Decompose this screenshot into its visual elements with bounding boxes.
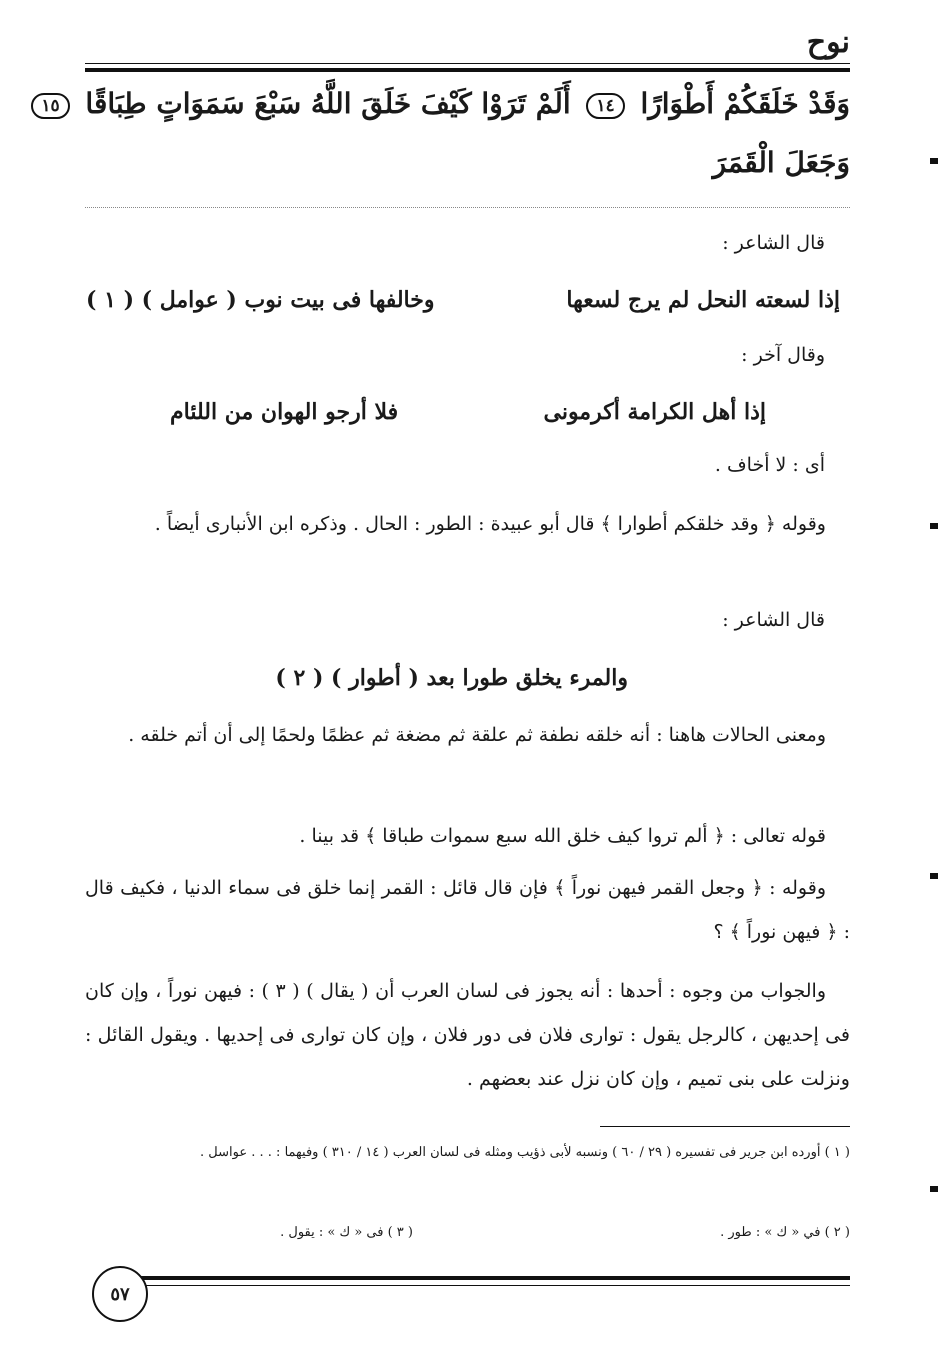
poet-intro-3: قال الشاعر : — [722, 609, 825, 631]
verse-3: والمرء يخلق طورا بعد ( أطوار ) ( ٢ ) — [275, 665, 628, 691]
paragraph-meaning-stages: ومعنى الحالات هاهنا : أنه خلقه نطفة ثم علقة ثم مضغة ثم عظمًا ولحمًا إلى أن أتم خلقه . — [128, 724, 826, 746]
ayah-number-14: ١٤ — [586, 93, 624, 119]
quran-verse-14: وَقَدْ خَلَقَكُمْ أَطْوَارًا — [640, 87, 850, 120]
footnote-1: ( ١ ) أورده ابن جرير فى تفسيره ( ٢٩ / ٦٠ ) ونسبه لأبى ذؤيب ومثله فى لسان العرب ( ١٤ / ٣١٠ ) وفيهما : . . . عواسل . — [200, 1145, 850, 1160]
footnote-3: ( ٣ ) فى « ك » : يقول . — [280, 1225, 413, 1240]
header-rule-thick — [85, 68, 850, 72]
footnote-separator — [600, 1126, 850, 1127]
edge-mark — [930, 523, 938, 529]
edge-mark — [930, 158, 938, 164]
ayah-number-15: ١٥ — [31, 93, 69, 119]
paragraph-moon-light: وقوله : ﴿ وجعل القمر فيهن نوراً ﴾ فإن قال قائل : القمر إنما خلق فى سماء الدنيا ، فكيف قال : ﴿ فيهن نوراً ﴾ ؟ — [85, 877, 850, 943]
footnote-2: ( ٢ ) في « ك » : طور . — [720, 1225, 850, 1240]
verse-2-second-hemistich: فلا أرجو الهوان من اللئام — [170, 399, 399, 425]
meaning-line: أى : لا أخاف . — [714, 454, 825, 476]
edge-mark — [930, 1186, 938, 1192]
verse-1-second-hemistich: وخالفها فى بيت نوب ( عوامل ) ( ١ ) — [86, 287, 435, 313]
quran-verse-line-2: وَجَعَلَ الْقَمَرَ — [712, 146, 850, 179]
quran-verse-line-1 — [41, 82, 850, 126]
poet-intro-2: وقال آخر : — [741, 344, 825, 366]
poet-intro-1: قال الشاعر : — [722, 232, 825, 254]
edge-mark — [930, 873, 938, 879]
footer-rule-thin — [140, 1285, 850, 1286]
footer-rule-thick — [140, 1276, 850, 1280]
paragraph-atwar: وقوله ﴿ وقد خلقكم أطوارا ﴾ قال أبو عبيدة : الطور : الحال . وذكره ابن الأنبارى أيضاً . — [154, 513, 826, 535]
quran-verse-15: أَلَمْ تَرَوْا كَيْفَ خَلَقَ اللَّهُ سَبْعَ سَمَوَاتٍ طِبَاقًا — [85, 87, 571, 120]
header-rule-thin — [85, 63, 850, 64]
page-header-title: نوح — [806, 25, 850, 60]
section-divider — [85, 207, 850, 208]
paragraph-seven-heavens: قوله تعالى : ﴿ ألم تروا كيف خلق الله سبع سموات طباقا ﴾ قد بينا . — [299, 825, 826, 847]
paragraph-answer: والجواب من وجوه : أحدها : أنه يجوز فى لسان العرب أن ( يقال ) ( ٣ ) : فيهن نوراً ، وإن كان فى إحديهن ، كالرجل يقول : توارى فلان فى دور فلان ، وإن كان توارى فى إحديها . ويقول القائل : ونزلت على بنى تميم ، وإن كان نزل عند بعضهم . — [85, 980, 850, 1090]
page-number: ٥٧ — [92, 1266, 148, 1322]
verse-1-first-hemistich: إذا لسعته النحل لم يرج لسعها — [566, 287, 840, 313]
verse-2-first-hemistich: إذا أهل الكرامة أكرمونى — [543, 399, 766, 425]
